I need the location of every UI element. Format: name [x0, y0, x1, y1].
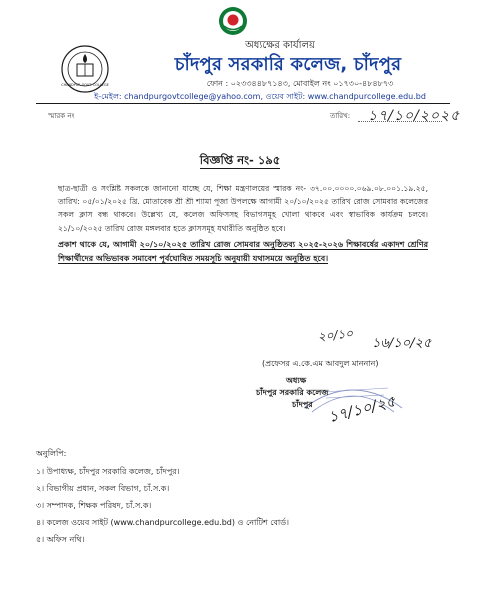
notice-paragraph-2: [58, 238, 428, 265]
date-underline: [358, 121, 442, 122]
list-item: ২। বিভাগীয় প্রধান, সকল বিভাগ, চাঁ.স.ক।: [36, 484, 170, 493]
list-item: ৩। সম্পাদক, শিক্ষক পরিষদ, চাঁ.স.ক।: [36, 501, 152, 510]
notice-title: [0, 152, 480, 171]
notice-paragraph-1: ছাত্র-ছাত্রী ও সংশ্লিষ্ট সকলকে জানানো যাচ্ছে যে, শিক্ষা মন্ত্রণালয়ের স্মারক নং- ৩৭.০০.০০০০.০৬৯.০৮.০০১.১৯.২৫, তারিখ: ০৫/০১/২০২৫ খ্রি. মোতাবেক শ্রী শ্রী শ্যামা পূজা উপলক্ষে আগামী ২০/১০/২০২৫ তারিখ রোজ সোমবার কলেজের সকল ক্লাস বন্ধ থাকবে। উল্লেখ্য যে, কলেজ অফিসসহ বিভাগসমূহ খোলা থাকবে এবং স্বাভাবিক কার্যক্রম চলবে। ২১/১০/২০২৫ তারিখ রোজ মঙ্গলবার হতে ক্লাসসমূহ যথারীতি অনুষ্ঠিত হবে।: [58, 184, 428, 233]
list-item: ৫। অফিস নথি।: [36, 535, 85, 544]
date-label: তারিখ:: [330, 112, 351, 120]
college-logo: [60, 44, 110, 94]
principal-city: চাঁদপুর: [292, 400, 313, 409]
list-item: ৪। কলেজ ওয়েব সাইট (www.chandpurcollege.edu.bd) ও নোটিশ বোর্ড।: [36, 518, 289, 527]
office-line: অধ্যক্ষের কার্যালয়: [245, 40, 315, 51]
government-emblem: [218, 6, 248, 36]
list-item: ১। উপাধ্যক্ষ, চাঁদপুর সরকারি কলেজ, চাঁদপুর।: [36, 467, 180, 476]
second-signature-date: ১৭/১০/২৫: [326, 392, 398, 427]
paragraph-2-emphasis: ২০/১০/২০২৫ তারিখ রোজ সোমবার অনুষ্ঠিতব্য ২০২৫-২০২৬ শিক্ষাবর্ষের একাদশ শ্রেণির শিক্ষার্থীদের অভিভাবক সমাবেশ পূর্বঘোষিত সময়সূচি অনুযায়ী যথাসময়ে অনুষ্ঠিত হবে।: [58, 240, 428, 263]
phone-line: ফোন : ০২৩৩৪৪৮৭১৪৩, মোবাইল নং ০১৭৩০-৪৮৪৮৭৩: [206, 79, 394, 88]
copies-list: [36, 466, 289, 551]
signature-date: ১৬/১০/২৫: [372, 336, 432, 351]
principal-title: অধ্যক্ষ: [286, 376, 307, 385]
college-name: চাঁদপুর সরকারি কলেজ, চাঁদপুর: [174, 54, 402, 75]
memo-number-label: স্মারক নং: [48, 112, 75, 120]
copies-label: অনুলিপি:: [36, 449, 67, 458]
logo-text: CHANDPUR GOVT. COLLEGE: [61, 83, 109, 87]
signature-initials: ২০/১০: [317, 326, 354, 344]
email-line: ই-মেইল: chandpurgovtcollege@yahoo.com, ওয়েব সাইট: www.chandpurcollege.edu.bd: [94, 92, 426, 101]
principal-name: (প্রফেসর এ.কে.এম আবদুল মাননান): [262, 359, 379, 368]
paragraph-2-lead: প্রকাশ থাকে যে, আগামী: [58, 240, 140, 249]
notice-title-text: বিজ্ঞপ্তি নং- ১৯৫: [199, 153, 281, 167]
handwritten-date: ১৭/১০/২০২৫: [368, 108, 461, 124]
principal-college: চাঁদপুর সরকারি কলেজ: [256, 388, 329, 397]
